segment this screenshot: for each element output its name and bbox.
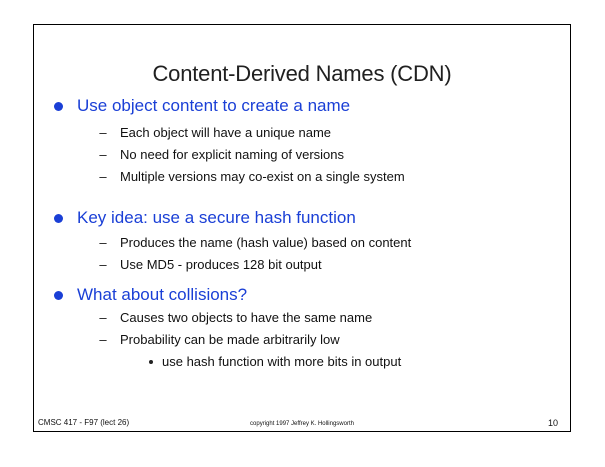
bullet-1-sub-3-text: Multiple versions may co-exist on a single system <box>120 169 405 184</box>
bullet-3-sub-1-text: Causes two objects to have the same name <box>120 310 373 325</box>
slide-title: Content-Derived Names (CDN) <box>152 61 452 86</box>
bullet-2-sub-1-text: Produces the name (hash value) based on content <box>120 235 412 250</box>
bullet-3-sub-2-text: Probability can be made arbitrarily low <box>120 332 340 347</box>
bullet-2-text: Key idea: use a secure hash function <box>77 208 356 227</box>
bullet-1-sub-3 <box>98 169 405 184</box>
dash-icon: – <box>99 257 107 272</box>
bullet-dot-icon <box>54 102 63 111</box>
bullet-dot-icon <box>54 291 63 300</box>
bullet-1 <box>54 96 350 116</box>
bullet-dot-icon <box>54 214 63 223</box>
footer-course: CMSC 417 - F97 (lect 26) <box>38 418 130 427</box>
bullet-1-sub-1-text: Each object will have a unique name <box>120 125 332 140</box>
dash-icon: – <box>99 169 107 184</box>
dash-icon: – <box>99 310 107 325</box>
bullet-3-subsub-1-text: use hash function with more bits in output <box>162 354 402 369</box>
slide-frame <box>33 24 571 432</box>
bullet-2-sub-1 <box>98 235 411 250</box>
bullet-1-text: Use object content to create a name <box>77 96 351 115</box>
dash-icon: – <box>99 332 107 347</box>
bullet-3-sub-1 <box>98 310 372 325</box>
bullet-3-subsub-1 <box>149 354 401 369</box>
bullet-1-sub-2 <box>98 147 344 162</box>
bullet-1-sub-2-text: No need for explicit naming of versions <box>120 147 345 162</box>
bullet-2-sub-2-text: Use MD5 - produces 128 bit output <box>120 257 322 272</box>
footer-copyright: copyright 1997 Jeffrey K. Hollingsworth <box>250 421 354 427</box>
page-number: 10 <box>547 418 558 428</box>
bullet-3-sub-2 <box>98 332 340 347</box>
bullet-1-sub-1 <box>98 125 331 140</box>
small-dot-icon <box>149 360 153 364</box>
dash-icon: – <box>99 235 107 250</box>
dash-icon: – <box>99 125 107 140</box>
bullet-3 <box>54 285 247 305</box>
bullet-2 <box>54 208 356 228</box>
bullet-2-sub-2 <box>98 257 322 272</box>
bullet-3-text: What about collisions? <box>77 285 248 304</box>
dash-icon: – <box>99 147 107 162</box>
